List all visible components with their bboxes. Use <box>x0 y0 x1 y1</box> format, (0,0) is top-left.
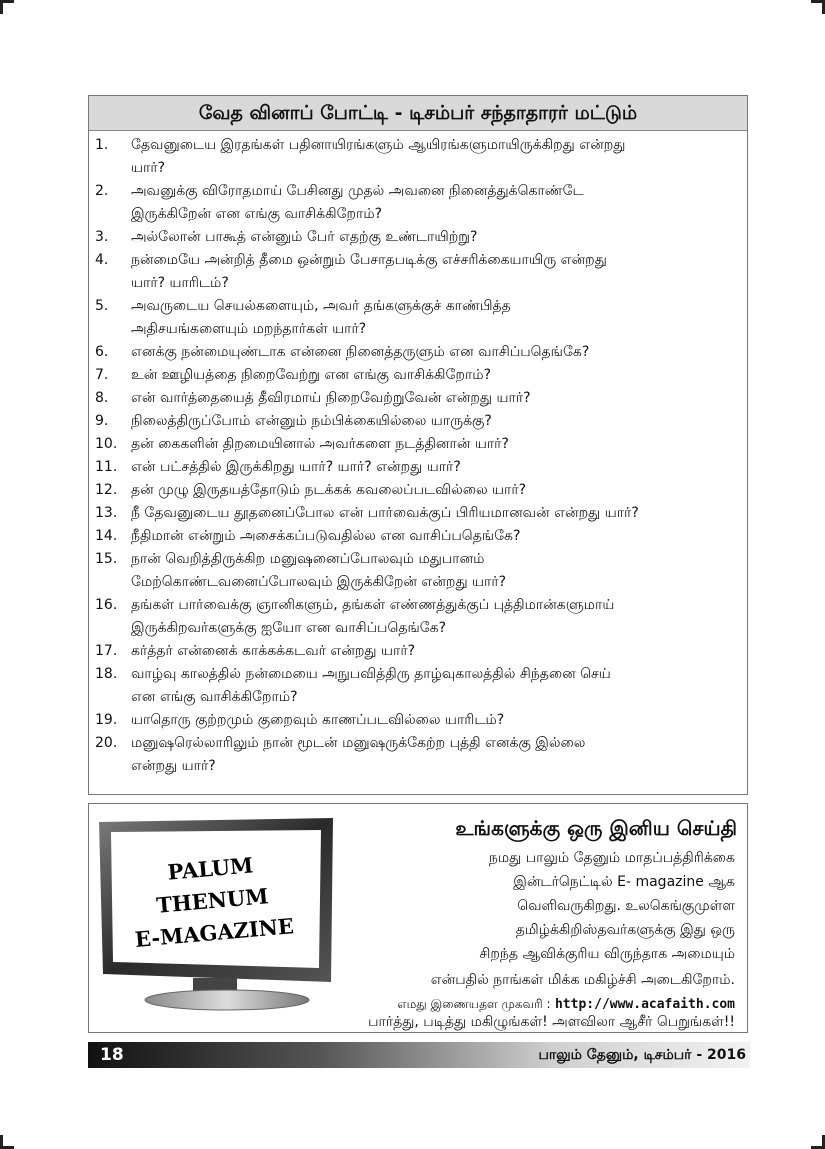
question-line: நீ தேவனுடைய தூதனைப்போல என் பார்வைக்குப் பிரியமானவன் என்றது யார்? <box>131 505 639 521</box>
question-item <box>89 502 747 525</box>
ad-text-line: இன்டர்நெட்டில் E- magazine ஆக <box>513 874 735 890</box>
question-text <box>131 295 747 341</box>
question-number: 1. <box>95 137 109 153</box>
ad-text-line: சிறந்த ஆவிக்குரிய விருந்தாக அமையும் <box>479 946 735 962</box>
footer-bar <box>88 1042 750 1068</box>
monitor-illustration <box>95 814 345 1014</box>
question-line: அல்லோன் பாகூத் என்னும் பேர் எதற்கு உண்டாயிற்று? <box>131 229 478 245</box>
question-line: மனுஷரெல்லாரிலும் நான் மூடன் மனுஷருக்கேற்ற புத்தி எனக்கு இல்லை <box>131 735 586 751</box>
crop-mark <box>0 0 3 14</box>
question-line: யார்? <box>131 160 166 176</box>
question-line: அவனுக்கு விரோதமாய் பேசினது முதல் அவனை நினைத்துக்கொண்டே <box>131 183 584 199</box>
question-line: என் வார்த்தையைத் தீவிரமாய் நிறைவேற்றுவேன் என்றது யார்? <box>131 390 531 406</box>
question-item <box>89 134 747 180</box>
question-item <box>89 594 747 640</box>
question-text <box>131 134 747 180</box>
question-item <box>89 525 747 548</box>
question-number: 20. <box>95 735 118 751</box>
ad-text-line: வெளிவருகிறது. உலகெங்குமுள்ள <box>517 898 735 914</box>
question-text <box>131 387 747 410</box>
question-number: 2. <box>95 183 109 199</box>
question-line: யாதொரு குற்றமும் குறைவும் காணப்படவில்லை யாரிடம்? <box>131 712 505 728</box>
question-line: தன் முழு இருதயத்தோடும் நடக்கக் கவலைப்படவில்லை யார்? <box>131 482 527 498</box>
question-line: தங்கள் பார்வைக்கு ஞானிகளும், தங்கள் எண்ணத்துக்குப் புத்திமான்களுமாய் <box>131 597 615 613</box>
question-item <box>89 249 747 295</box>
page-number: 18 <box>100 1045 124 1065</box>
question-line: என்றது யார்? <box>131 758 216 774</box>
question-item <box>89 387 747 410</box>
question-number: 11. <box>95 459 118 475</box>
question-number: 12. <box>95 482 118 498</box>
question-line: என் பட்சத்தில் இருக்கிறது யார்? யார்? என்றது யார்? <box>131 459 461 475</box>
question-number: 7. <box>95 367 109 383</box>
question-number: 10. <box>95 436 118 452</box>
screen-text-line: E-MAGAZINE <box>133 913 295 952</box>
question-line: நான் வெறித்திருக்கிற மனுஷனைப்போலவும் மதுபானம் <box>131 551 485 567</box>
question-number: 8. <box>95 390 109 406</box>
question-text <box>131 479 747 502</box>
question-line: அவருடைய செயல்களையும், அவர் தங்களுக்குச் காண்பித்த <box>131 298 511 314</box>
question-line: தேவனுடைய இரதங்கள் பதினாயிரங்களும் ஆயிரங்களுமாயிருக்கிறது என்றது <box>131 137 626 153</box>
question-line: நிலைத்திருப்போம் என்னும் நம்பிக்கையில்லை யாருக்கு? <box>131 413 492 429</box>
screen-text-line: THENUM <box>155 883 270 918</box>
question-text <box>131 364 747 387</box>
question-text <box>131 180 747 226</box>
question-text <box>131 410 747 433</box>
question-number: 19. <box>95 712 118 728</box>
ad-box <box>88 803 748 1033</box>
question-item <box>89 226 747 249</box>
question-item <box>89 433 747 456</box>
question-line: நன்மையே அன்றித் தீமை ஒன்றும் பேசாதபடிக்கு எச்சரிக்கையாயிரு என்றது <box>131 252 607 268</box>
question-item <box>89 640 747 663</box>
ad-text-line: நமது பாலும் தேனும் மாதப்பத்திரிக்கை <box>488 850 735 866</box>
question-line: என எங்கு வாசிக்கிறோம்? <box>131 689 298 705</box>
question-text <box>131 663 747 709</box>
question-line: கர்த்தர் என்னைக் காக்கக்கடவர் என்றது யார்? <box>131 643 416 659</box>
question-number: 5. <box>95 298 109 314</box>
question-number: 13. <box>95 505 118 521</box>
quiz-box <box>88 95 748 795</box>
crop-mark <box>0 1135 3 1149</box>
question-text <box>131 732 747 778</box>
question-text <box>131 709 747 732</box>
question-item <box>89 456 747 479</box>
question-line: அதிசயங்களையும் மறந்தார்கள் யார்? <box>131 321 367 337</box>
question-number: 9. <box>95 413 109 429</box>
question-list <box>89 134 747 778</box>
question-item <box>89 364 747 387</box>
question-item <box>89 341 747 364</box>
website-line <box>397 996 735 1013</box>
question-line: இருக்கிறவர்களுக்கு ஐயோ என வாசிப்பதெங்கே? <box>131 620 447 636</box>
question-line: யார்? யாரிடம்? <box>131 275 229 291</box>
question-item <box>89 548 747 594</box>
ad-text-line: தமிழ்க்கிறிஸ்தவர்களுக்கு இது ஒரு <box>515 922 735 938</box>
question-text <box>131 525 747 548</box>
question-text <box>131 226 747 249</box>
question-text <box>131 502 747 525</box>
question-item <box>89 295 747 341</box>
question-item <box>89 479 747 502</box>
question-text <box>131 594 747 640</box>
question-line: மேற்கொண்டவனைப்போலவும் இருக்கிறேன் என்றது யார்? <box>131 574 507 590</box>
question-line: உன் ஊழியத்தை நிறைவேற்று என எங்கு வாசிக்கிறோம்? <box>131 367 491 383</box>
question-line: நீதிமான் என்றும் அசைக்கப்படுவதில்ல என வாசிப்பதெங்கே? <box>131 528 521 544</box>
question-text <box>131 249 747 295</box>
question-number: 14. <box>95 528 118 544</box>
question-item <box>89 180 747 226</box>
question-text <box>131 456 747 479</box>
publication-name: பாலும் தேனும், டிசம்பர் - 2016 <box>538 1047 746 1063</box>
website-url-link[interactable]: http://www.acafaith.com <box>554 997 735 1012</box>
question-line: எனக்கு நன்மையுண்டாக என்னை நினைத்தருளும் என வாசிப்பதெங்கே? <box>131 344 590 360</box>
question-number: 17. <box>95 643 118 659</box>
question-text <box>131 640 747 663</box>
question-item <box>89 732 747 778</box>
question-line: இருக்கிறேன் என எங்கு வாசிக்கிறோம்? <box>131 206 383 222</box>
question-number: 18. <box>95 666 118 682</box>
question-number: 16. <box>95 597 118 613</box>
question-number: 6. <box>95 344 109 360</box>
ad-closing: பார்த்து, படித்து மகிழுங்கள்! அளவிலா ஆசீர் பெறுங்கள்!! <box>368 1014 735 1030</box>
ad-text-line: என்பதில் நாங்கள் மிக்க மகிழ்ச்சி அடைகிறோம். <box>430 972 735 988</box>
question-line: வாழ்வு காலத்தில் நன்மையை அநுபவித்திரு தாழ்வுகாலத்தில் சிந்தனை செய் <box>131 666 611 682</box>
question-number: 4. <box>95 252 109 268</box>
question-text <box>131 433 747 456</box>
ad-heading: உங்களுக்கு ஒரு இனிய செய்தி <box>455 816 737 840</box>
question-line: தன் கைகளின் திறமையினால் அவர்களை நடத்தினான் யார்? <box>131 436 509 452</box>
question-number: 3. <box>95 229 109 245</box>
question-text <box>131 341 747 364</box>
question-item <box>89 410 747 433</box>
screen-text-line: PALUM <box>166 852 255 885</box>
question-number: 15. <box>95 551 118 567</box>
quiz-title: வேத வினாப் போட்டி - டிசம்பர் சந்தாதாரர் மட்டும் <box>89 96 747 131</box>
website-label: எமது இணையதள முகவரி : <box>397 997 551 1011</box>
question-item <box>89 663 747 709</box>
question-text <box>131 548 747 594</box>
question-item <box>89 709 747 732</box>
